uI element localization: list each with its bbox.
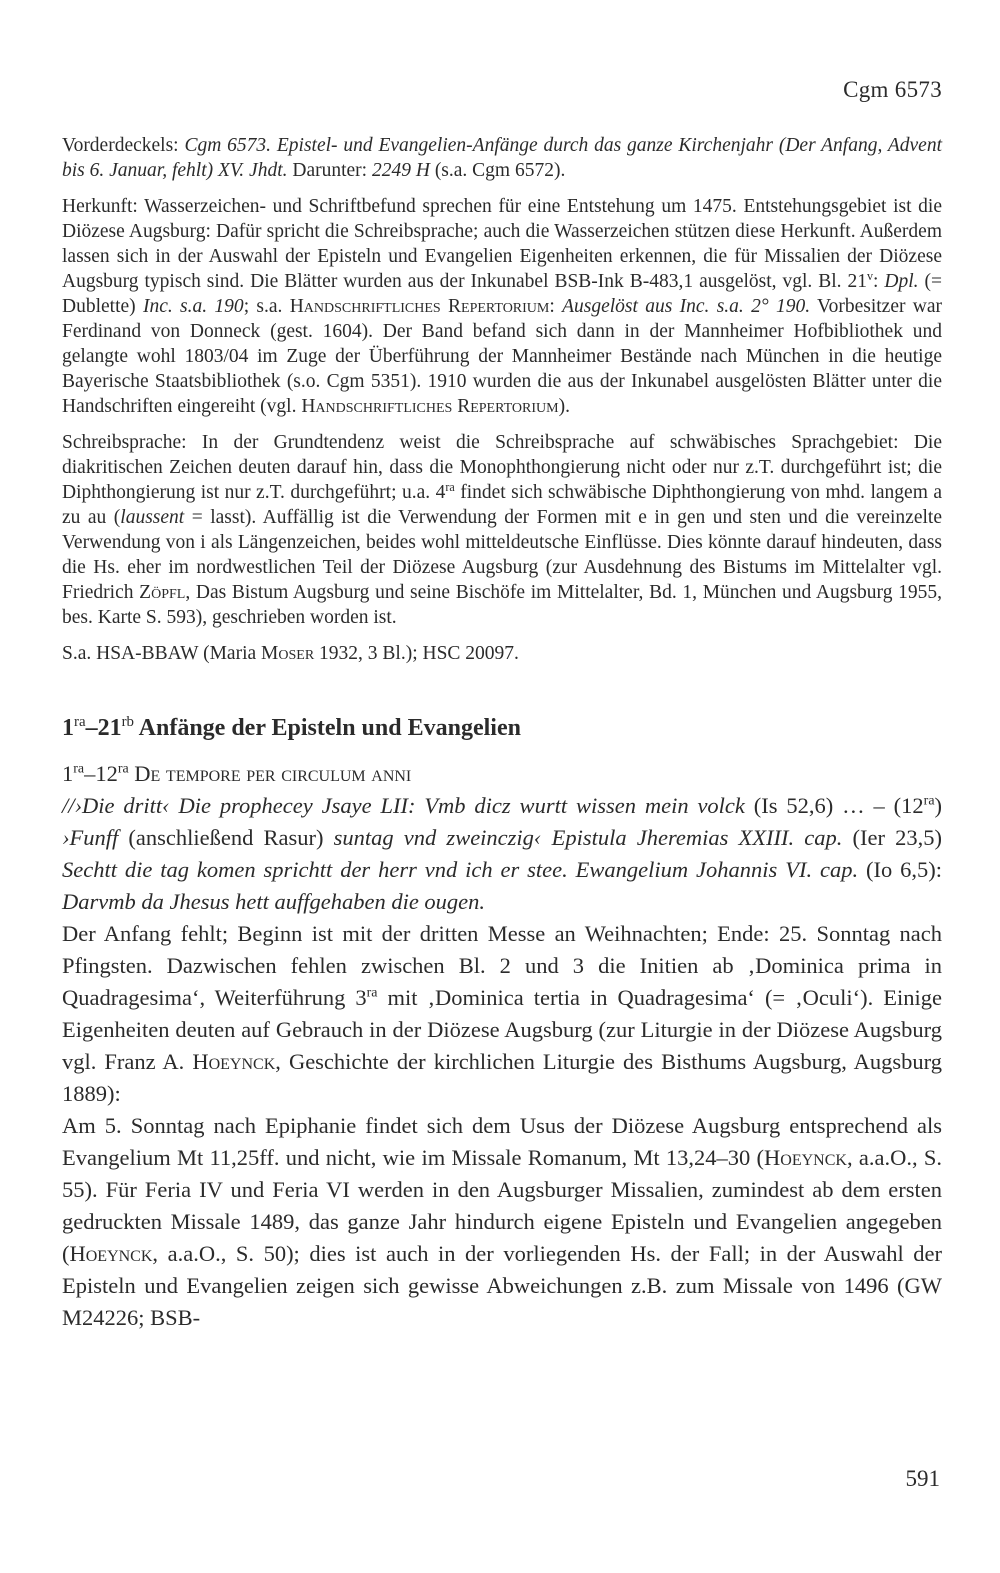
italic-text-run: laussent	[120, 507, 185, 528]
text-run: S.a. HSA-BBAW (Maria	[62, 643, 262, 664]
italic-text-run: 2249 H	[371, 160, 430, 181]
text-run: , a.a.O., S. 50); dies ist auch in der vorliegenden Hs. der Fall; in der Auswahl der Episteln und Evangelien zeigen sich gewisse Abweichungen z.B. zum Missale von 1496 (GW M24226; BSB-	[62, 1241, 942, 1330]
small-caps-run: Hoeynck	[764, 1145, 847, 1170]
text-run: –12	[84, 761, 118, 786]
text-run: Der Anfang fehlt; Beginn ist mit der dritten Messe an Weihnachten; Ende: 25. Sonntag nach Pfingsten. Dazwischen fehlen zwischen Bl. 2 und 3 die Initien ab ‚Dominica prima in Quadragesima‘, Weiterführung 3	[62, 921, 942, 1010]
text-run: Schreibsprache: In der Grundtendenz weist die Schreibsprache auf schwäbisches Sprachgebiet: Die diakritischen Zeichen deuten darauf hin, dass die Monophthongierung nicht oder nur z.T. durchgeführt ist; die Diphthongierung ist nur z.T. durchgeführt; u.a. 4	[62, 432, 942, 503]
small-caps-run: Handschriftliches Repertorium	[301, 396, 559, 417]
text-run: , Geschichte der kirchlichen Liturgie des Bisthums Augsburg, Augsburg 1889):	[62, 1049, 942, 1106]
text-run: Vorbesitzer war Ferdinand von Donneck (gest. 1604). Der Band befand sich dann in der Mannheimer Hofbibliothek und gelangte wohl 1803/04 im Zuge der Überführung der Mannheimer Bestände nach München in die heutige Bayerische Staatsbibliothek (s.o. Cgm 5351). 1910 wurden die aus der Inkunabel ausgelösten Blätter unter die Handschriften eingereiht (vgl.	[62, 296, 943, 417]
text-run: :	[873, 271, 885, 292]
folio-superscript: ra	[73, 761, 85, 777]
text-run: 1932, 3 Bl.); HSC 20097.	[314, 643, 519, 664]
small-caps-run: Handschriftliches Repertorium	[289, 296, 550, 317]
small-caps-run: Hoeynck	[192, 1049, 276, 1074]
text-run: (s.a. Cgm 6572).	[429, 160, 566, 181]
folio-superscript: ra	[445, 479, 455, 494]
text-run: (= Dublette)	[62, 271, 942, 317]
paragraph-provenance	[62, 194, 942, 419]
italic-text-run: Inc. s.a. 190	[142, 296, 244, 317]
folio-superscript: v	[866, 268, 874, 283]
italic-text-run: ›Funff	[62, 825, 119, 850]
folio-superscript: rb	[121, 714, 134, 731]
folio-superscript: ra	[117, 761, 129, 777]
text-run: = lasst). Auffällig ist die Verwendung der Formen mit e in gen und sten und die vereinzelte Verwendung von i als Längenzeichen, beides wohl mitteldeutsche Einflüsse. Dies könnte darauf hindeuten, dass die Hs. eher im nordwestlichen Teil der Diözese Augsburg (zur Ausdehnung des Bistums im Mittelalter vgl. Friedrich	[62, 507, 942, 603]
text-run: Vorderdeckels:	[62, 135, 185, 156]
folio-superscript: ra	[923, 793, 935, 809]
text-run: findet sich schwäbische Diphthongierung von mhd. langem a zu au (	[62, 482, 942, 528]
folio-superscript: ra	[74, 714, 86, 731]
text-run: mit ‚Dominica tertia in Quadragesima‘ (= ‚Oculi‘). Einige Eigenheiten deuten auf Gebrauch in der Diözese Augsburg (zur Liturgie in der Diözese Augsburg vgl. Franz A.	[62, 985, 942, 1074]
folio-superscript: ra	[366, 985, 378, 1001]
text-run: Am 5. Sonntag nach Epiphanie findet sich dem Usus der Diözese Augsburg entsprechend als Evangelium Mt 11,25ff. und nicht, wie im Missale Romanum, Mt 13,24–30 (	[62, 1113, 942, 1170]
text-run: ; s.a.	[243, 296, 290, 317]
subsection-heading	[62, 758, 942, 790]
italic-text-run: Cgm 6573. Epistel- und Evangelien-Anfänge durch das ganze Kirchenjahr (Der Anfang, Advent bis 6. Januar, fehlt) XV. Jhdt.	[62, 135, 942, 181]
page-body	[62, 133, 942, 1334]
paragraph-content-description	[62, 918, 942, 1110]
page-number: 591	[905, 1466, 940, 1491]
small-caps-run: Zöpfl	[139, 582, 186, 603]
paragraph-liturgy-notes	[62, 1110, 942, 1334]
italic-text-run: Dpl.	[884, 271, 919, 292]
text-run: :	[549, 296, 563, 317]
text-run: Herkunft: Wasserzeichen- und Schriftbefund sprechen für eine Entstehung um 1475. Entstehungsgebiet ist die Diözese Augsburg: Dafür spricht die Schreibsprache; auch die Wasserzeichen stützen diese Herkunft. Außerdem lassen sich in der Auswahl der Episteln und Evangelien Eigenheiten erkennen, die für Missalien der Diözese Augsburg typisch sind. Die Blätter wurden aus der Inkunabel BSB-Ink B-483,1 ausgelöst, vgl. Bl. 21	[62, 196, 942, 292]
text-run: (Ier 23,5)	[842, 825, 943, 850]
small-caps-run: De tempore per circulum anni	[134, 761, 412, 786]
italic-text-run: Ausgelöst aus Inc. s.a. 2° 190.	[562, 296, 811, 317]
text-run: 1	[62, 715, 74, 741]
small-caps-run: Moser	[261, 643, 315, 664]
text-run: Anfänge der Episteln und Evangelien	[133, 715, 521, 741]
running-header: Cgm 6573	[843, 77, 942, 102]
text-run: (Io 6,5):	[858, 857, 942, 882]
italic-text-run: Sechtt die tag komen sprichtt der herr vnd ich er stee. Ewangelium Johannis VI. cap.	[62, 857, 859, 882]
text-run: , a.a.O., S. 55). Für Feria IV und Feria VI werden in den Augsburger Missalien, zumindest ab dem ersten gedruckten Missale 1489, das ganze Jahr hindurch eigene Episteln und Evangelien angegeben (	[62, 1145, 942, 1266]
paragraph-incipit	[62, 790, 942, 918]
small-caps-run: Hoeynck	[69, 1241, 153, 1266]
text-run: ).	[558, 396, 570, 417]
text-run: , Das Bistum Augsburg und seine Bischöfe im Mittelalter, Bd. 1, München und Augsburg 1955, bes. Karte S. 593), geschrieben worden ist.	[62, 582, 943, 628]
text-run: (Is 52,6) … – (12	[744, 793, 924, 818]
section-heading	[62, 712, 942, 744]
text-run: )	[934, 793, 942, 818]
text-run: Darunter:	[287, 160, 372, 181]
text-run: (anschließend Rasur)	[118, 825, 334, 850]
italic-text-run: //›Die dritt‹ Die prophecey Jsaye LII: Vmb dicz wurtt wissen mein volck	[62, 793, 745, 818]
italic-text-run: Darvmb da Jhesus hett auffgehaben die ougen.	[62, 889, 486, 914]
italic-text-run: suntag vnd zweinczig‹ Epistula Jheremias XXIII. cap.	[333, 825, 843, 850]
text-run: 1	[62, 761, 74, 786]
paragraph-cover-note	[62, 133, 942, 183]
paragraph-language	[62, 430, 942, 630]
paragraph-references	[62, 641, 942, 666]
text-run: –21	[85, 715, 122, 741]
